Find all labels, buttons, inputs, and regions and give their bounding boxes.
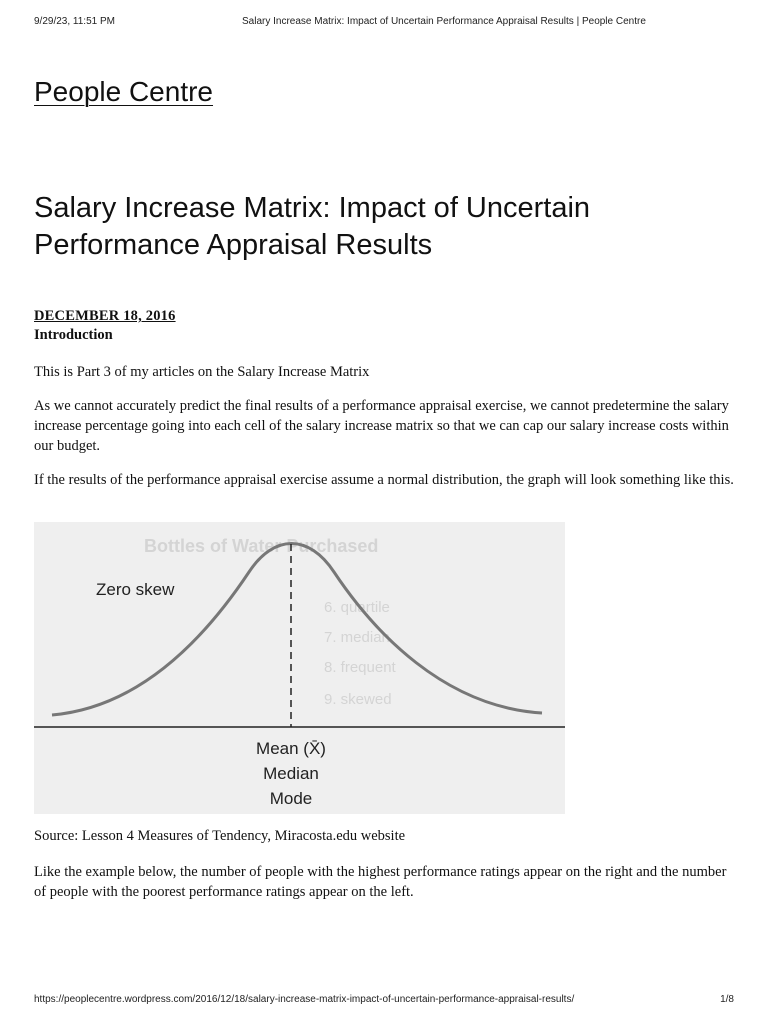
normal-distribution-figure bbox=[34, 522, 565, 814]
print-header bbox=[34, 16, 734, 30]
bleed-through-text: 8. frequent bbox=[324, 659, 396, 676]
print-datetime: 9/29/23, 11:51 PM bbox=[34, 16, 115, 27]
page-indicator: 1/8 bbox=[720, 994, 734, 1005]
paragraph: Like the example below, the number of people with the highest performance ratings appear on the right and the number of people with the poorest performance ratings appear on the left. bbox=[34, 864, 727, 900]
bleed-through-text: 9. skewed bbox=[324, 691, 392, 708]
post-date-link[interactable]: DECEMBER 18, 2016 bbox=[34, 308, 176, 324]
mean-label: Mean (X̄) bbox=[256, 739, 326, 758]
paragraph: If the results of the performance appraisal exercise assume a normal distribution, the graph will look something like this. bbox=[34, 472, 734, 488]
bleed-through-text: 6. quartile bbox=[324, 599, 390, 616]
print-url: https://peoplecentre.wordpress.com/2016/12/18/salary-increase-matrix-impact-of-uncertain-performance-appraisal-results/ bbox=[34, 994, 575, 1005]
post-title: Salary Increase Matrix: Impact of Uncertain Performance Appraisal Results bbox=[34, 192, 591, 261]
zero-skew-label: Zero skew bbox=[96, 580, 175, 599]
site-title-link[interactable]: People Centre bbox=[34, 76, 214, 107]
intro-heading: Introduction bbox=[34, 327, 113, 343]
figure-caption: Source: Lesson 4 Measures of Tendency, Miracosta.edu website bbox=[34, 828, 406, 844]
normal-curve bbox=[52, 544, 542, 716]
bleed-through-text: 7. median bbox=[324, 629, 390, 646]
paragraph: As we cannot accurately predict the final results of a performance appraisal exercise, we cannot predetermine the salary increase percentage going into each cell of the salary increase matrix so that we can cap our salary increase costs within our budget. bbox=[34, 398, 729, 454]
bleed-through-text: Bottles of Water Purchased bbox=[144, 536, 379, 556]
median-label: Median bbox=[263, 764, 319, 783]
mode-label: Mode bbox=[269, 789, 313, 808]
print-page-title: Salary Increase Matrix: Impact of Uncertain Performance Appraisal Results | People Centre bbox=[242, 16, 646, 27]
print-footer bbox=[34, 994, 734, 1008]
paragraph: This is Part 3 of my articles on the Salary Increase Matrix bbox=[34, 364, 370, 380]
